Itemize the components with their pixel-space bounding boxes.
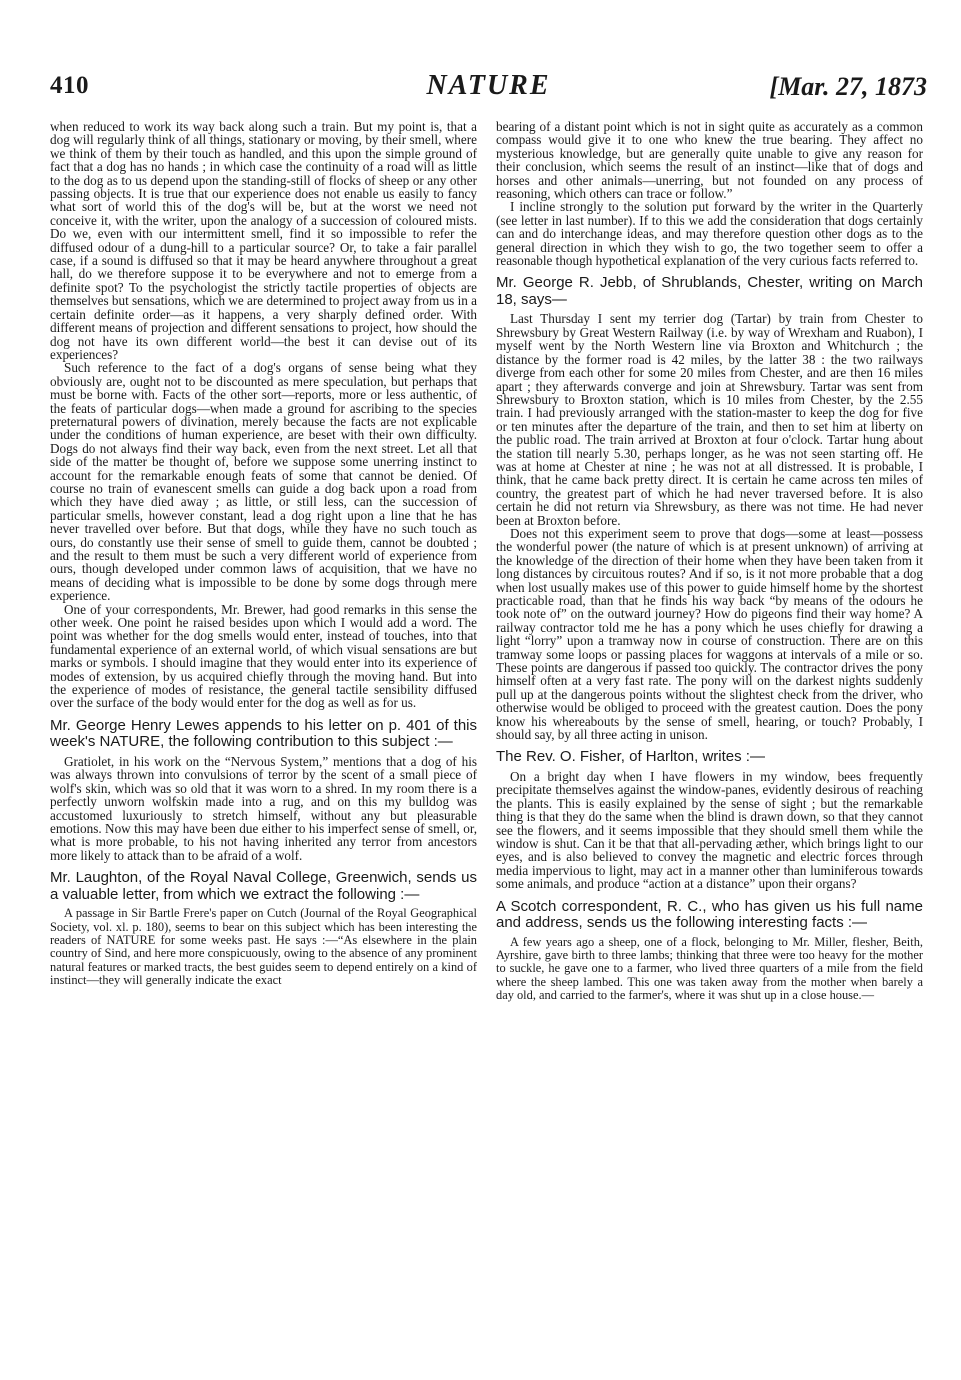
text-columns [50,120,923,1372]
paragraph: Does not this experiment seem to prove that dogs—some at least—possess the wonderful power (the nature of which is at present unknown) of arriving at the knowledge of the direction of their home when they have been taken from it long distances by circuitous routes? And if so, is it not more probable that a dog when lost usually makes use of this power to guide himself home by the shortest practicable road, than that he finds his way back “by means of the odours he took note of” on the outward journey? How do pigeons find their way home? A railway contractor told me he has a pony which he uses chiefly for drawing a light “lorry” upon a tramway now in course of construction. There are on this tramway some loops or passing places for waggons at intervals of a mile or so. These points are dangerous if passed too quickly. The contractor drives the pony himself often at a very fast rate. The pony will on the darkest nights suddenly pull up at the dangerous points without the slightest check from the driver, who otherwise would be obliged to proceed with the greatest caution. Does the pony know his whereabouts by the sense of smell, hearing, or touch? Probably, I should say, by all three acting in unison. [496,525,923,743]
page-number: 410 [50,72,89,99]
paragraph: On a bright day when I have flowers in my window, bees frequently precipitate themselves against the window-panes, evidently desirous of reaching the plants. This is easily explained by the sense of sight ; but the remarkable thing is that they do the same when the blind is drawn down, so that they cannot see the flowers, and it seems impossible that they should smell them while the window is shut. Can it be that that all-pervading æther, which brings light to our eyes, and is also believed to convey the magnetic and electric forces through media impervious to light, may act in a manner other than luminiferous towards some animals, and produce “action at a distance” upon their organs? [496,768,923,892]
paragraph: A few years ago a sheep, one of a flock, belonging to Mr. Miller, flesher, Beith, Ayrshire, gave birth to three lambs; thinking that three were too heavy for the mother to suckle, he gave one to a farmer, who lived three quarters of a mile from the field where the sheep lambed. This one was taken away from the mother when barely a day old, and carried to the farmer's, where it was shut up in a close house.— [496,934,923,1003]
section-heading: The Rev. O. Fisher, of Harlton, writes :— [496,748,765,766]
section-heading: Mr. George R. Jebb, of Shrublands, Chester, writing on March 18, says— [496,274,923,308]
left-column [50,120,477,1372]
section-heading: Mr. George Henry Lewes appends to his letter on p. 401 of this week's NATURE, the following contribution to this subject :— [50,716,477,751]
section-heading: Mr. Laughton, of the Royal Naval College, Greenwich, sends us a valuable letter, from which we extract the following :— [50,869,477,903]
paragraph: bearing of a distant point which is not in sight quite as accurately as a common compass would give it to one who knew the true bearing. They affect no mysterious knowledge, but are generally quite unable to give any reason for their conclusion, which seems the result of an instinct—like that of dogs and horses and other animals—unerring, but not founded on any process of reasoning, which others can trace or follow.” [496,120,923,202]
issue-date: [Mar. 27, 1873 [769,72,927,101]
paragraph: I incline strongly to the solution put forward by the writer in the Quarterly (see letter in last number). If to this we add the consideration that dogs certainly can and do interchange ideas, and may therefore question other dogs as to the general direction in which they wish to go, the two together seem to offer a reasonable though hypothetical explanation of the very curious facts referred to. [496,199,923,269]
page-header [50,68,927,108]
paragraph: Such reference to the fact of a dog's organs of sense being what they obviously are, ought not to be discounted as mere speculation, but perhaps that must be borne with. Facts of the other sort—reports, more or less authentic, of the feats of particular dogs—when made a ground for ascribing to the species preternatural powers of divination, merely because the facts are not explicable under the conditions of human experience, are beset with their own difficulty. Dogs do not always find their way back, even from the next street. Let all that side of the matter be thought of, before we suppose some unerring instinct to account for the remarkable enough feats of some that cannot be denied. Of course no train of evanescent smells can guide a dog back upon a road from which they have died away ; as little, or still less, can the succession of particular smells, however constant, lead a dog right upon a line that he has never travelled over before. But that dogs, while they have no such touch as ours, do constantly use their sense of smell to guide them, cannot be doubted ; and the result to them must be such a very different world of experience from ours, though developed under common laws of acquisition, that we have no means of deciding what is impossible to be done by some dogs through mere experience. [50,360,477,604]
section-heading: A Scotch correspondent, R. C., who has given us his full name and address, sends us the following interesting facts :— [496,897,923,932]
paragraph: when reduced to work its way back along such a train. But my point is, that a dog will regularly think of all things, stationary or moving, by their smell, where we think of them by their touch as handled, and this upon the simple ground of fact that a dog has no hands ; in which case the continuity of a road will as little to the dog as to us depend upon the standing-still of flocks of sheep or any other passing objects. It is true that our experience does not enable us easily to fancy what sort of world this of the dog's will be, but at the worst we need not conceive it, with the writer, upon the analogy of a succession of coloured mists. Do we, even with our intermittent smell, find it so impossible to refer the diffused odour of a dung-hill to a particular source? Or, to take a fair parallel case, if a sound is diffused so that it may be heard anywhere throughout a great hall, do we therefore suppose it to be everywhere and not to emerge from a definite spot? To the psychologist the strictly tactile properties of objects are themselves but sensations, which we are determined to project away from us in a certain definite order—as it happens, a very sharply defined order. With different means of projection and different sensations to project, how should the dog not have its own different world—the best it can devise out of its experiences? [50,120,477,362]
paragraph: Gratiolet, in his work on the “Nervous System,” mentions that a dog of his was always thrown into convulsions of terror by the scent of a small piece of wolf's skin, which was so old that it was worn to a shred. In my room there is a perfectly unworn wolfskin made into a rug, and on this my bulldog was accustomed luxuriously to stretch himself, without any but pleasurable emotions. Now this may have been due either to his imperfect sense of smell, or, what is more probable, to his not having inherited any terror from ancestors more likely to attack than to be afraid of a wolf. [50,753,477,863]
journal-title: NATURE [426,70,551,101]
paragraph: A passage in Sir Bartle Frere's paper on Cutch (Journal of the Royal Geographical Society, vol. xl. p. 180), seems to bear on this subject which has been interesting the readers of NATURE for some weeks past. He says :—“As elsewhere in the plain country of Sind, and here more conspicuously, owing to the absence of any prominent natural features or marked tracts, the best guides seem to depend entirely on a kind of instinct—they will generally indicate the exact [50,906,477,988]
right-column [496,120,923,1372]
paragraph: One of your correspondents, Mr. Brewer, had good remarks in this sense the other week. One point he raised besides upon which I would add a word. The point was whether for the dog smells would enter, instead of touches, into that fundamental experience of an external world, of which visual sensations are but marks or symbols. I should imagine that they would enter into its experience of modes of extension, by us acquired chiefly through the moving hand. But into the experience of modes of resistance, the general tactile sensibility diffused over the surface of the body would enter for the dog as well as for us. [50,601,477,711]
paragraph: Last Thursday I sent my terrier dog (Tartar) by train from Chester to Shrewsbury by Great Western Railway (i.e. by way of Wrexham and Ruabon), I myself went by the North Western line via Broxton and Whitchurch ; the distance by the former road is 42 miles, by the latter 38 : the two railways diverge from each other for some 20 miles from Chester, and are then 16 miles apart ; they afterwards converge and join at Shrewsbury. Tartar was sent from Shrewsbury to Broxton station, which is 10 miles from Chester, by the 2.55 train. I had previously arranged with the station-master to keep the dog for five or ten minutes after the departure of the train, and then to set him at liberty on the public road. The train arrived at Broxton at four o'clock. Tartar hung about the station till nearly 5.30, perhaps longer, as he was not seen starting off. He was at home at Chester at nine ; he was not at all distressed. It is probable, I think, that he came back pretty direct. It is certain he came across ten miles of country, the greatest part of which he had never traversed before. It is also certain he did not return via Shrewsbury, as there was not time. He had never been at Broxton before. [496,311,923,528]
